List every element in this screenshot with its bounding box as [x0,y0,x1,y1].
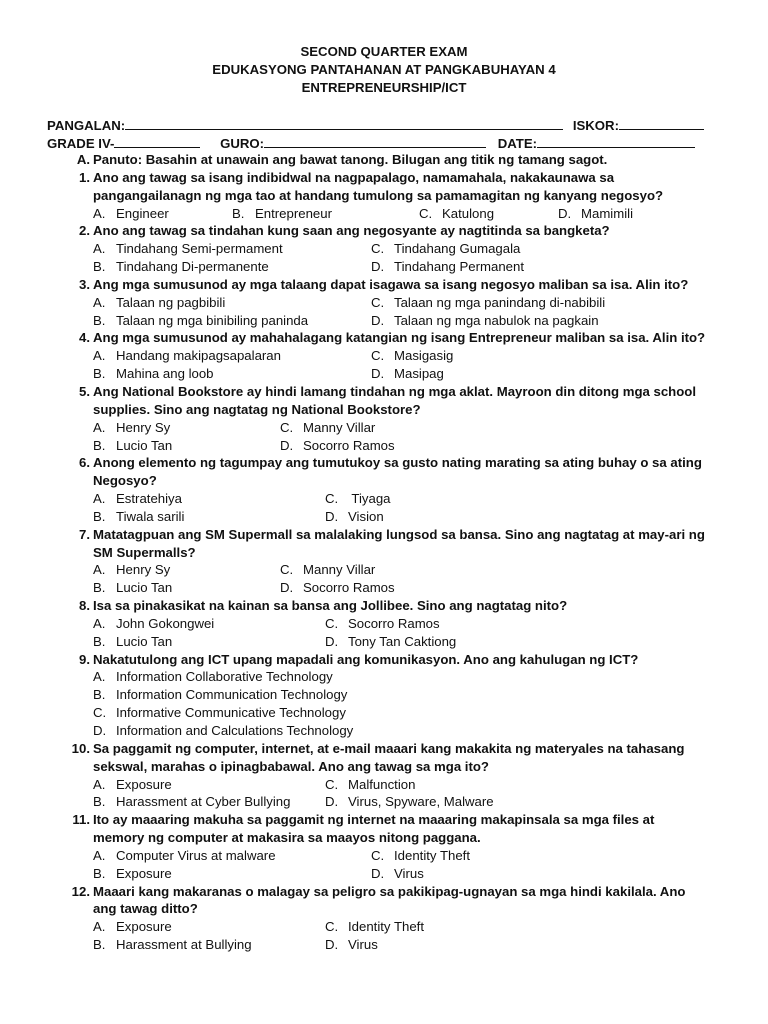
question-text: pangangailanagn ng mga tao at handang tumulong sa pamamagitan ng kanyang negosyo? [93,187,664,203]
question-number: 9. [79,651,90,667]
score-blank[interactable] [619,116,704,130]
question-1-line [68,169,728,187]
option-text: John Gokongwei [116,615,215,631]
question-number: 1. [79,169,90,185]
option-text: Information Communication Technology [116,687,348,703]
option-letter: D. [558,205,572,221]
answer-options-row [68,347,728,365]
answer-option[interactable] [93,312,308,330]
question-number: 8. [79,598,90,614]
question-text: Ang mga sumusunod ay mga talaang dapat isagawa sa isang negosyo maliban sa isa. Alin ito? [93,276,689,292]
question-12-line [68,883,728,901]
option-letter: A. [93,847,106,863]
option-letter: B. [93,687,106,703]
question-10-line [68,740,728,758]
answer-options-row [68,312,728,330]
answer-option[interactable] [280,561,375,579]
option-text: Socorro Ramos [303,437,395,453]
option-letter: D. [325,508,339,524]
question-number: 2. [79,223,90,239]
option-text: Tony Tan Caktiong [348,633,457,649]
answer-options-row [68,365,728,383]
option-letter: A. [93,919,106,935]
option-text: Talaan ng mga binibiling paninda [116,312,309,328]
answer-option[interactable] [93,365,214,383]
option-text: Virus, Spyware, Malware [348,794,494,810]
answer-option[interactable] [93,686,347,704]
question-text: Ang mga sumusunod ay mahahalagang katangian ng isang Entrepreneur maliban sa isa. Alin ito? [93,330,706,346]
question-text: Ano ang tawag sa tindahan kung saan ang negosyante ay nagtitinda sa bangketa? [93,223,610,239]
option-text: Virus [348,937,378,953]
question-number: 12. [71,883,90,899]
answer-options-row [68,615,728,633]
name-blank[interactable] [125,116,563,130]
question-number: 7. [79,526,90,542]
answer-option[interactable] [371,294,605,312]
question-number: 11. [72,812,90,828]
answer-option[interactable] [325,918,424,936]
instructions [68,151,728,169]
answer-options-row [68,294,728,312]
answer-options-row [68,258,728,276]
option-text: Katulong [442,205,495,221]
name-label: PANGALAN: [47,118,126,133]
option-letter: B. [93,794,106,810]
question-text: memory ng computer at makasira sa maayos nitong paggana. [93,830,481,846]
question-2-line [68,222,728,240]
answer-options-row [68,579,728,597]
answer-options-row [68,668,728,686]
question-1-line [68,187,728,205]
answer-option[interactable] [371,312,599,330]
answer-options-row [68,205,728,223]
question-5-line [68,401,728,419]
answer-option[interactable] [280,419,375,437]
answer-options-row [68,936,728,954]
answer-option[interactable] [325,633,456,651]
option-letter: C. [93,705,107,721]
question-number: 3. [79,276,90,292]
answer-option[interactable] [93,668,333,686]
name-score-row [47,116,727,134]
option-text: Talaan ng pagbibili [116,294,226,310]
option-text: Henry Sy [116,562,171,578]
answer-options-row [68,865,728,883]
option-letter: A. [93,615,106,631]
option-letter: B. [93,865,106,881]
option-text: Information Collaborative Technology [116,669,333,685]
option-letter: B. [93,437,106,453]
option-letter: C. [371,294,385,310]
option-letter: B. [93,508,106,524]
answer-option[interactable] [371,847,470,865]
option-letter: C. [280,419,294,435]
date-label: DATE: [497,136,538,151]
question-text: Matatagpuan ang SM Supermall sa malalaking lungsod sa bansa. Sino ang nagtatag at may-ari ng [93,526,705,542]
question-text: Ang National Bookstore ay hindi lamang tindahan ng mga aklat. Mayroon din ditong mga school [93,383,697,399]
grade-blank[interactable] [114,134,200,148]
option-text: Manny Villar [303,562,376,578]
question-text: Ano ang tawag sa isang indibidwal na nagpapalago, namamahala, nakakaunawa sa [93,169,615,185]
option-text: Manny Villar [303,419,376,435]
option-text: Estratehiya [116,491,182,507]
option-letter: B. [93,633,106,649]
option-letter: C. [325,615,339,631]
option-text: Socorro Ramos [348,615,440,631]
question-5-line [68,383,728,401]
option-text: Exposure [116,865,172,881]
answer-option[interactable] [232,205,332,223]
question-text: Isa sa pinakasikat na kainan sa bansa ang Jollibee. Sino ang nagtatag nito? [93,598,568,614]
option-text: Masipag [394,366,444,382]
question-11-line [68,829,728,847]
exam-body [68,151,728,954]
option-letter: D. [325,794,339,810]
option-text: Lucio Tan [116,633,173,649]
question-text: sekswal, marahas o ipinagbabawal. Ano ang tawag sa mga ito? [93,758,489,774]
answer-option[interactable] [93,936,252,954]
option-text: Henry Sy [116,419,171,435]
answer-option[interactable] [371,240,520,258]
answer-option[interactable] [371,258,524,276]
teacher-blank[interactable] [264,134,486,148]
answer-option[interactable] [93,722,353,740]
option-letter: C. [280,562,294,578]
question-text: Nakatutulong ang ICT upang mapadali ang komunikasyon. Ano ang kahulugan ng ICT? [93,651,639,667]
option-text: Tindahang Permanent [394,259,525,275]
option-letter: A. [93,241,106,257]
question-12-line [68,900,728,918]
answer-option[interactable] [93,776,172,794]
option-text: Computer Virus at malware [116,847,276,863]
answer-options-row [68,633,728,651]
question-number: 6. [79,455,90,471]
option-letter: D. [280,580,294,596]
option-letter: D. [280,437,294,453]
exam-title: SECOND QUARTER EXAM [300,44,468,59]
option-text: Tiwala sarili [116,508,185,524]
question-7-line [68,544,728,562]
answer-option[interactable] [93,347,281,365]
answer-option[interactable] [325,490,391,508]
option-letter: C. [371,241,385,257]
answer-option[interactable] [325,508,384,526]
answer-options-row [68,776,728,794]
option-text: Lucio Tan [116,437,173,453]
question-number: 10. [71,740,90,756]
answer-option[interactable] [419,205,494,223]
question-text: ang tawag ditto? [93,901,198,917]
option-text: Identity Theft [394,847,470,863]
option-text: Information and Calculations Technology [116,723,354,738]
answer-option[interactable] [93,793,290,811]
answer-option[interactable] [93,419,170,437]
option-letter: B. [93,937,106,953]
option-letter: D. [371,366,385,382]
answer-options-row [68,490,728,508]
question-text: supplies. Sino ang nagtatag ng National Bookstore? [93,401,421,417]
answer-option[interactable] [325,936,378,954]
option-letter: C. [419,205,433,221]
answer-option[interactable] [280,437,395,455]
option-text: Lucio Tan [116,580,173,596]
option-letter: C. [371,847,385,863]
option-letter: D. [371,259,385,275]
answer-options-row [68,508,728,526]
option-letter: D. [325,937,339,953]
option-text: Exposure [116,919,172,935]
option-letter: A. [93,294,106,310]
option-text: Tindahang Di-permanente [116,259,269,275]
answer-option[interactable] [93,490,182,508]
option-text: Vision [348,508,384,524]
option-letter: D. [325,633,339,649]
option-letter: C. [325,919,339,935]
option-text: Tindahang Semi-permament [116,241,283,257]
question-text: SM Supermalls? [93,544,196,560]
answer-option[interactable] [93,847,276,865]
question-number: 4. [79,330,90,346]
date-blank[interactable] [537,134,695,148]
answer-option[interactable] [93,258,269,276]
answer-option[interactable] [325,776,415,794]
answer-options-row [68,918,728,936]
answer-options-row [68,722,728,740]
answer-options-row [68,419,728,437]
teacher-label: GURO: [220,136,265,151]
answer-options-row [68,437,728,455]
option-text: Mamimili [581,205,634,221]
option-text: Virus [394,865,424,881]
question-8-line [68,597,728,615]
question-text: Maaari kang makaranas o malagay sa peligro sa pakikipag-ugnayan sa mga hindi kakilala. Ano [93,883,686,899]
answer-option[interactable] [93,865,172,883]
option-text: Harassment at Bullying [116,937,252,953]
answer-options-row [68,793,728,811]
question-3-line [68,276,728,294]
answer-option[interactable] [325,793,494,811]
answer-option[interactable] [371,347,453,365]
option-letter: B. [93,259,106,275]
option-text: Talaan ng mga panindang di-nabibili [394,294,606,310]
option-letter: A. [93,205,106,221]
option-letter: C. [325,491,339,507]
answer-option[interactable] [93,615,214,633]
option-letter: A. [93,348,106,364]
answer-option[interactable] [93,579,172,597]
answer-option[interactable] [93,633,172,651]
option-text: Informative Communicative Technology [116,705,346,721]
option-letter: D. [371,865,385,881]
option-text: Talaan ng mga nabulok na pagkain [394,312,599,328]
answer-options-row [68,847,728,865]
answer-option[interactable] [280,579,395,597]
question-9-line [68,651,728,669]
grade-label: GRADE IV- [47,136,115,151]
option-text: Masigasig [394,348,454,364]
option-text: Malfunction [348,776,416,792]
option-text: Mahina ang loob [116,366,214,382]
option-text: Engineer [116,205,169,221]
option-letter: B. [232,205,245,221]
question-6-line [68,454,728,472]
question-text: Ito ay maaaring makuha sa paggamit ng internet na maaaring makapinsala sa mga files at [93,812,655,828]
instructions-letter: A. [76,152,90,167]
question-text: Anong elemento ng tagumpay ang tumutukoy sa gusto nating marating sa ating buhay o sa ating [93,455,702,471]
answer-option[interactable] [371,365,444,383]
option-text: Tindahang Gumagala [394,241,521,257]
option-letter: C. [371,348,385,364]
question-text: Negosyo? [93,473,157,489]
question-number: 5. [79,383,90,399]
answer-options-row [68,561,728,579]
question-4-line [68,329,728,347]
answer-option[interactable] [93,240,283,258]
answer-option[interactable] [558,205,633,223]
answer-option[interactable] [93,437,172,455]
option-letter: B. [93,580,106,596]
option-letter: B. [93,312,106,328]
option-letter: D. [371,312,385,328]
answer-options-row [68,704,728,722]
answer-option[interactable] [325,615,440,633]
instructions-text: Panuto: Basahin at unawain ang bawat tanong. Bilugan ang titik ng tamang sagot. [93,152,608,167]
topic-title: ENTREPRENEURSHIP/ICT [301,80,467,95]
option-letter: A. [93,669,106,685]
answer-option[interactable] [93,294,225,312]
option-letter: A. [93,419,106,435]
question-11-line [68,811,728,829]
option-text: Tiyaga [348,491,391,507]
option-text: Handang makipagsapalaran [116,348,281,364]
option-letter: A. [93,491,106,507]
option-text: Harassment at Cyber Bullying [116,794,291,810]
answer-option[interactable] [93,918,172,936]
answer-option[interactable] [93,561,170,579]
option-letter: B. [93,366,106,382]
option-text: Entrepreneur [255,205,332,221]
grade-teacher-date-row [47,134,727,152]
answer-option[interactable] [93,704,346,722]
question-6-line [68,472,728,490]
question-text: Sa paggamit ng computer, internet, at e-mail maaari kang makakita ng materyales na tahasang [93,740,685,756]
answer-option[interactable] [93,508,184,526]
score-label: ISKOR: [572,118,619,133]
question-7-line [68,526,728,544]
answer-option[interactable] [93,205,169,223]
subject-title: EDUKASYONG PANTAHANAN AT PANGKABUHAYAN 4 [212,62,556,77]
option-letter: C. [325,776,339,792]
answer-option[interactable] [371,865,424,883]
answer-options-row [68,240,728,258]
option-text: Socorro Ramos [303,580,395,596]
option-letter: A. [93,562,106,578]
option-text: Identity Theft [348,919,424,935]
option-text: Exposure [116,776,172,792]
question-10-line [68,758,728,776]
answer-options-row [68,686,728,704]
exam-header [0,43,768,97]
option-letter: A. [93,776,106,792]
option-letter: D. [93,723,107,738]
